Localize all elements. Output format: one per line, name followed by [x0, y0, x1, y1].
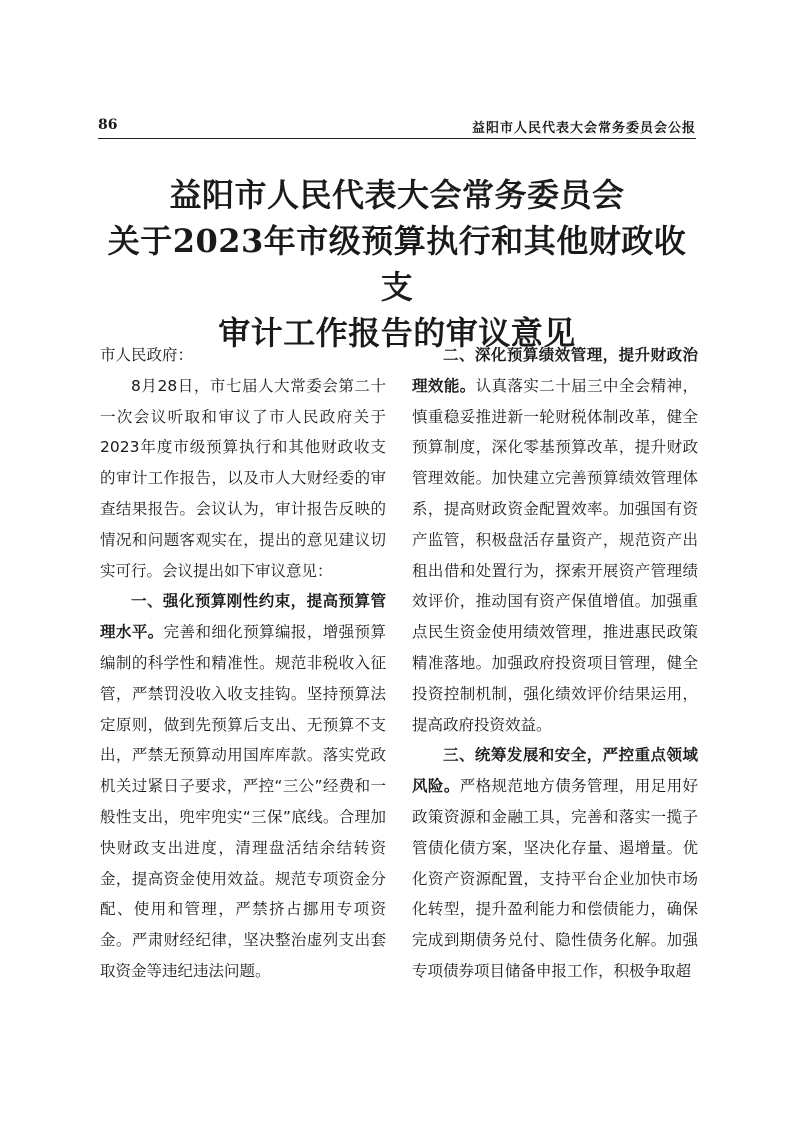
section-3-heading: 三、统筹发展和安全，严控重点领域风险。 [412, 746, 698, 796]
section-1-paragraph [100, 586, 386, 986]
salutation: 市人民政府： [100, 346, 194, 364]
section-1-heading: 一、强化预算刚性约束，提高预算管理水平。 [100, 592, 386, 642]
document-title [98, 172, 696, 356]
intro-paragraph: 8月28日，市七届人大常委会第二十一次会议听取和审议了市人民政府关于2023年度市级预算执行和其他财政收支的审计工作报告，以及市人大财经委的审查结果报告。会议认为，审计报告反映的情况和问题客观实在，提出的意见建议切实可行。会议提出如下审议意见： [100, 376, 386, 580]
title-line-1: 益阳市人民代表大会常务委员会 [169, 176, 625, 214]
title-line-3: 审计工作报告的审议意见 [218, 314, 576, 352]
title-line-2: 关于2023年市级预算执行和其他财政收支 [107, 222, 687, 306]
section-2-text: 认真落实二十届三中全会精神，慎重稳妥推进新一轮财税体制改革，健全预算制度，深化零基预算改革，提升财政管理效能。加快建立完善预算绩效管理体系，提高财政资金配置效率。加强国有资产监管，积极盘活存量资产，规范资产出租出借和处置行为，探索开展资产管理绩效评价，推动国有资产保值增值。加强重点民生资金使用绩效管理，推进惠民政策精准落地。加强政府投资项目管理，健全投资控制机制，强化绩效评价结果运用，提高政府投资效益。 [412, 376, 698, 734]
left-column [100, 340, 386, 987]
section-2-heading: 二、深化预算绩效管理，提升财政治理效能。 [412, 346, 698, 395]
section-3-paragraph [412, 740, 698, 986]
journal-title: 益阳市人民代表大会常务委员会公报 [471, 121, 696, 136]
right-column [412, 340, 698, 987]
page-number: 86 [98, 117, 118, 133]
running-header [98, 116, 696, 139]
section-1-text: 完善和细化预算编报，增强预算编制的科学性和精准性。规范非税收入征管，严禁罚没收入收支挂钩。坚持预算法定原则，做到先预算后支出、无预算不支出，严禁无预算动用国库库款。落实党政机关过紧日子要求，严控“三公”经费和一般性支出，兜牢兜实“三保”底线。合理加快财政支出进度，清理盘活结余结转资金，提高资金使用效益。规范专项资金分配、使用和管理，严禁挤占挪用专项资金。严肃财经纪律，坚决整治虚列支出套取资金等违纪违法问题。 [100, 623, 386, 980]
section-2-paragraph [412, 340, 698, 740]
section-3-text: 严格规范地方债务管理，用足用好政策资源和金融工具，完善和落实一揽子管债化债方案，坚决化存量、遏增量。优化资产资源配置，支持平台企业加快市场化转型，提升盈利能力和偿债能力，确保完成到期债务兑付、隐性债务化解。加强专项债券项目储备申报工作，积极争取超 [412, 777, 698, 980]
